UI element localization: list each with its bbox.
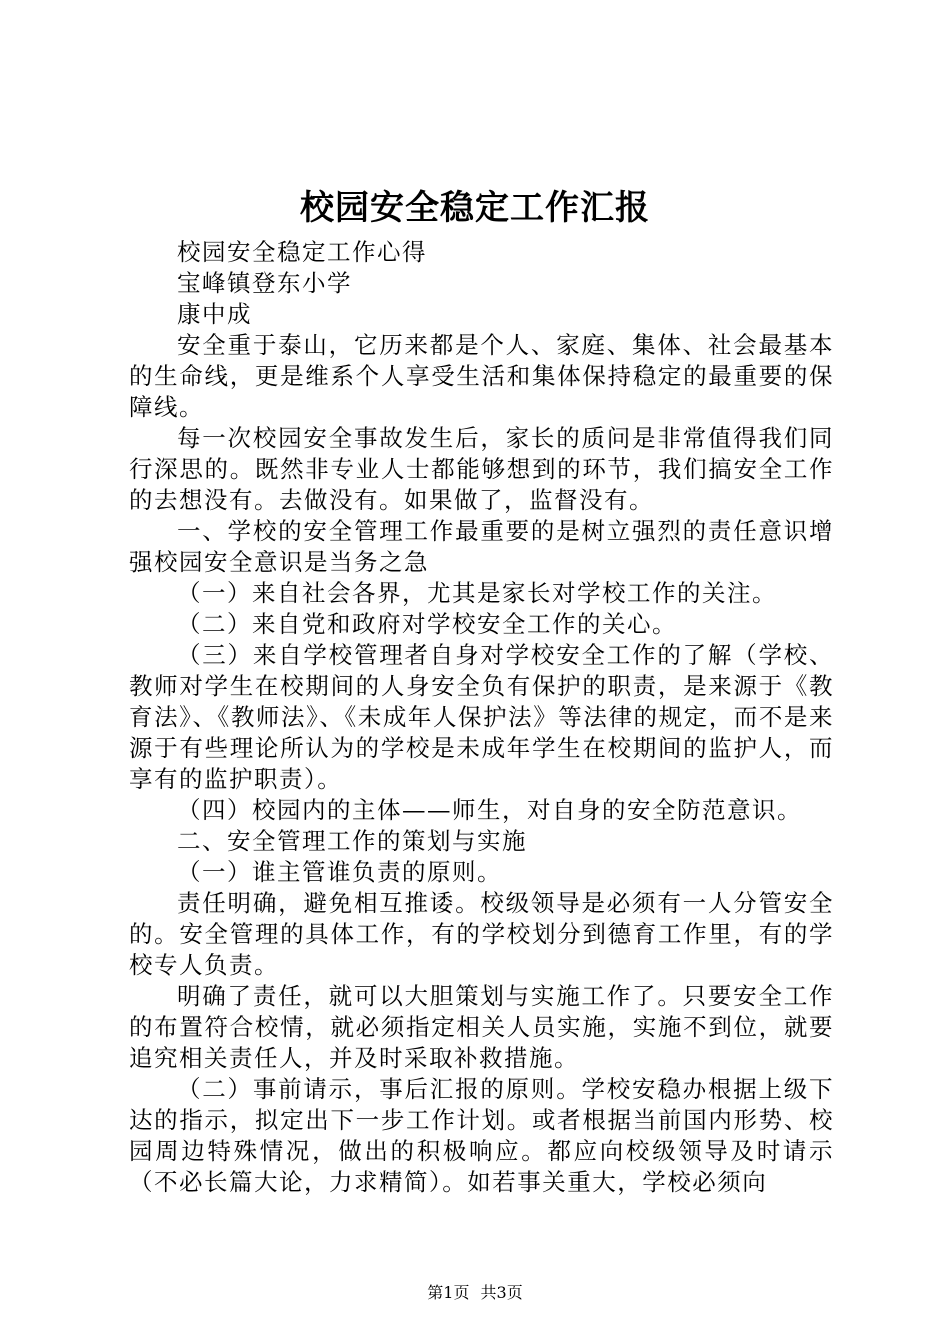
section-heading: 二、安全管理工作的策划与实施 [177, 827, 527, 855]
list-item: （一）谁主管谁负责的原则。 [177, 858, 502, 886]
paragraph: 每一次校园安全事故发生后，家长的质问是非常值得我们同行深思的。既然非专业人士都能够想到的环节，我们搞安全工作的去想没有。去做没有。如果做了，监督没有。 [129, 424, 834, 514]
section-heading: 一、学校的安全管理工作最重要的是树立强烈的责任意识增强校园安全意识是当务之急 [129, 517, 834, 576]
list-item: （一）来自社会各界，尤其是家长对学校工作的关注。 [177, 579, 777, 607]
document-body [129, 237, 834, 1198]
list-item: （四）校园内的主体——师生，对自身的安全防范意识。 [177, 796, 802, 824]
page-number: 第1页 [427, 1283, 470, 1302]
paragraph-author: 康中成 [177, 300, 252, 328]
paragraph: 安全重于泰山，它历来都是个人、家庭、集体、社会最基本的生命线，更是维系个人享受生活和集体保持稳定的最重要的保障线。 [129, 331, 834, 421]
paragraph-school: 宝峰镇登东小学 [177, 269, 352, 297]
list-item: （二）来自党和政府对学校安全工作的关心。 [177, 610, 677, 638]
paragraph: 明确了责任，就可以大胆策划与实施工作了。只要安全工作的布置符合校情，就必须指定相关人员实施，实施不到位，就要追究相关责任人，并及时采取补救措施。 [129, 982, 834, 1072]
page-total: 共3页 [480, 1283, 523, 1302]
list-item: （三）来自学校管理者自身对学校安全工作的了解（学校、教师对学生在校期间的人身安全负有保护的职责，是来源于《教育法》、《教师法》、《未成年人保护法》等法律的规定，而不是来源于有些理论所认为的学校是未成年学生在校期间的监护人，而享有的监护职责）。 [129, 641, 834, 793]
paragraph: 责任明确，避免相互推诿。校级领导是必须有一人分管安全的。安全管理的具体工作，有的学校划分到德育工作里，有的学校专人负责。 [129, 889, 834, 979]
paragraph: （二）事前请示，事后汇报的原则。学校安稳办根据上级下达的指示，拟定出下一步工作计划。或者根据当前国内形势、校园周边特殊情况，做出的积极响应。都应向校级领导及时请示（不必长篇大论，力求精简）。如若事关重大，学校必须向 [129, 1075, 834, 1196]
page-footer [0, 1282, 950, 1304]
paragraph-subtitle: 校园安全稳定工作心得 [177, 238, 427, 266]
document-title: 校园安全稳定工作汇报 [300, 188, 650, 228]
